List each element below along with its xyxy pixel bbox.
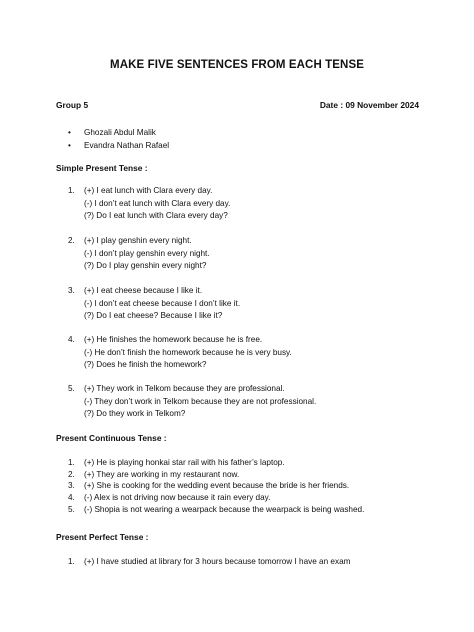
bullet-icon: • [68,141,71,150]
list-item [68,235,210,273]
list-item [68,492,364,504]
simple-present-item [68,185,230,223]
item-number: 5. [68,504,75,514]
list-item [68,480,364,492]
sentence-positive: (+) They work in Telkom because they are professional. [84,384,285,393]
item-number: 2. [68,469,75,479]
sentence-negative: (-) They don’t work in Telkom because they are not professional. [84,396,317,406]
list-item [68,469,364,481]
present-continuous-list [68,457,364,516]
list-item [68,457,364,469]
sentence-question: (?) Does he finish the homework? [84,360,207,369]
sentence-negative: (-) I don’t eat lunch with Clara every day. [84,198,231,208]
date-label: Date : 09 November 2024 [319,100,419,110]
sentence-positive: (+) He finishes the homework because he is free. [84,335,263,344]
member-name: Ghozali Abdul Malik [84,128,156,137]
simple-present-item [68,334,292,372]
sentence-positive: (+) I eat cheese because I like it. [84,286,203,295]
present-perfect-list [68,556,350,569]
sentence: (-) Alex is not driving now because it rain every day. [84,493,271,503]
sentence-question: (?) Do I play genshin every night? [84,261,207,270]
sentence-positive: (+) I play genshin every night. [84,236,192,245]
item-number: 5. [68,384,75,393]
item-number: 1. [68,186,75,195]
section-title-simple-present: Simple Present Tense : [56,163,148,173]
group-label: Group 5 [56,100,89,110]
item-number: 3. [68,286,75,295]
meta-row [56,100,419,110]
sentence: (-) Shopia is not wearing a wearpack because the wearpack is being washed. [84,504,365,514]
sentence: (+) She is cooking for the wedding event because the bride is her friends. [84,481,350,491]
sentence: (+) He is playing honkai star rail with his father’s laptop. [84,458,285,467]
sentence-question: (?) Do they work in Telkom? [84,409,186,418]
sentence-negative: (-) I don’t play genshin every night. [84,248,210,258]
document-title: MAKE FIVE SENTENCES FROM EACH TENSE [110,59,364,71]
member-item [68,139,169,152]
member-list [68,126,169,152]
simple-present-item [68,235,210,273]
item-number: 3. [68,481,75,491]
list-item [68,556,350,569]
simple-present-item [68,285,240,323]
list-item [68,334,292,372]
sentence: (+) They are working in my restaurant now. [84,469,240,479]
item-number: 1. [68,557,75,566]
list-item [68,504,364,516]
sentence-positive: (+) I eat lunch with Clara every day. [84,186,213,195]
item-number: 4. [68,493,75,503]
sentence-negative: (-) I don’t eat cheese because I don’t like it. [84,298,241,308]
list-item [68,185,230,223]
item-number: 4. [68,335,75,344]
item-number: 1. [68,458,75,467]
list-item [68,383,316,421]
member-name: Evandra Nathan Rafael [84,141,170,150]
bullet-icon: • [68,128,71,137]
member-item [68,126,169,139]
list-item [68,285,240,323]
sentence-negative: (-) He don’t finish the homework because he is very busy. [84,347,292,357]
section-title-present-continuous: Present Continuous Tense : [56,433,167,443]
simple-present-item [68,383,316,421]
sentence-question: (?) Do I eat lunch with Clara every day? [84,211,228,220]
item-number: 2. [68,236,75,245]
section-title-present-perfect: Present Perfect Tense : [56,532,149,542]
sentence-question: (?) Do I eat cheese? Because I like it? [84,311,223,320]
sentence: (+) I have studied at library for 3 hours because tomorrow I have an exam [84,557,351,566]
